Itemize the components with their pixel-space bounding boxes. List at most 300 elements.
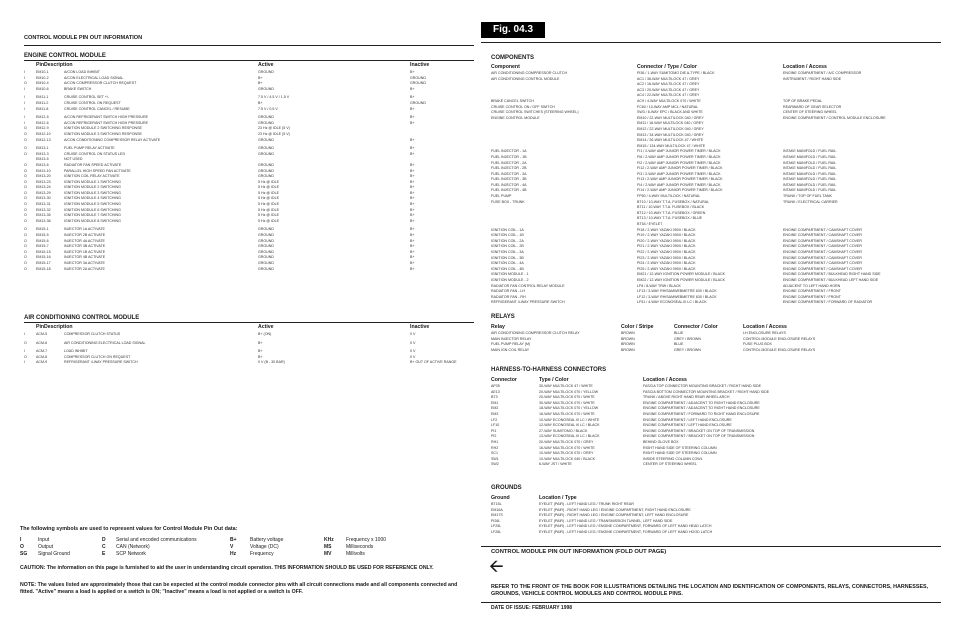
component-name-cell: IGNITION COIL - 1B [491, 233, 524, 238]
pin-io-cell: O [24, 227, 27, 232]
pin-description-cell: IGNITION MODULE 6 SWITCHING [64, 207, 121, 212]
pin-active-cell: B+ [258, 100, 263, 105]
harness-connector-cell: EM1 [491, 400, 499, 405]
component-connector-cell: FI1 / 2-WAY AMP JUNIOR POWER TIMER / BLACK [637, 149, 721, 154]
component-location-cell: ENGINE COMPARTMENT / FRONT [783, 294, 841, 299]
pin-io-cell: I [24, 120, 25, 125]
pin-description-cell: IGNITION COIL RELAY ACTIVATE [64, 174, 120, 179]
pin-description-cell: REFRIGERANT 4-WAY PRESSURE SWITCH [64, 360, 138, 365]
pin-inactive-cell: GROUND [410, 81, 426, 86]
relay-name-cell: MAIN INJECTOR RELAY [491, 336, 532, 341]
harness-location-cell: RIGHT HAND SIDE OF STEERING COLUMN [643, 451, 717, 456]
foldout-rule [481, 546, 941, 547]
harness-connector-cell: PI1 [491, 428, 497, 433]
ecm-table [24, 70, 474, 272]
acm-pin-header: Pin [36, 324, 45, 330]
pin-io-cell: I [24, 115, 25, 120]
component-connector-cell: PI18 / 2-WAY YAZAKI 090II / BLACK [637, 227, 696, 232]
ecm-title: ENGINE CONTROL MODULE [24, 53, 106, 59]
ground-location-cell: EYELET (PAIR) - RIGHT HAND LEG / ENGINE COMPARTMENT, LEFT HAND ENCLOSURE [539, 513, 689, 518]
relay-color-cell: BROWN [621, 331, 635, 335]
component-name-cell: FUEL INJECTOR - 4B [491, 188, 527, 193]
harness-table [491, 384, 941, 468]
component-location-cell: ENGINE COMPARTMENT / CAMSHAFT COVER [783, 266, 863, 271]
component-connector-cell: SW3 / 6-WAY EPC / BLACK AND WHITE [637, 110, 703, 115]
pin-active-cell: GROUND [258, 120, 274, 125]
harness-connector-cell: AP35 [491, 384, 500, 388]
pin-id-cell: EM12-5 [36, 115, 49, 120]
pin-id-cell: ACM-8 [36, 354, 48, 359]
pin-id-cell: EM10-4 [36, 81, 49, 86]
pin-id-cell: ACM-7 [36, 349, 48, 354]
ground-id-cell: PI26L [491, 518, 501, 523]
pin-io-cell: O [24, 207, 27, 212]
component-name-cell: ENGINE CONTROL MODULE [491, 115, 540, 120]
pin-active-cell: GROUND [258, 86, 274, 91]
pin-group [24, 227, 474, 272]
component-connector-cell: LF13 / 3-WAY RH/SAMWEBMETRE 630 / BLACK [637, 289, 717, 294]
pin-id-cell: EM15-1 [36, 227, 49, 232]
legend-intro: The following symbols are used to represent values for Control Module Pin Out data: [20, 526, 238, 532]
pin-id-cell: ACM-5 [36, 332, 48, 336]
pin-active-cell: GROUND [258, 244, 274, 249]
pin-description-cell: A/CON REFRIGERANT SWITCH HIGH PRESSURE [64, 120, 148, 125]
pin-io-cell: O [24, 162, 27, 167]
title-rule [24, 45, 474, 46]
harness-type-cell: 30-WAY MULTILOCK 47 / WHITE [539, 384, 593, 388]
table-row [491, 462, 941, 468]
pin-id-cell: EM15-7 [36, 244, 49, 249]
component-connector-cell: FI2 / 2-WAY AMP JUNIOR POWER TIMER / BLACK [637, 160, 721, 165]
grounds-header-row [491, 494, 941, 502]
grounds-table [491, 502, 941, 536]
pin-description-cell: INJECTOR 4A ACTIVATE [64, 238, 105, 243]
relay-color-cell: BROWN [621, 342, 635, 347]
pin-description-cell: A/CON CONDITIONING COMPRESSOR RELAY ACTIVATE [64, 137, 161, 142]
harness-connector-cell: EM3 [491, 411, 499, 416]
ecm-section [24, 61, 474, 306]
pin-inactive-cell: B+ [410, 174, 415, 179]
note-text: NOTE: The values listed are approximately those that can be expected at the control module connector pins with all circuit connections made and all components connected and fitted. "Active" means a load is applied or a switch is ON; "Inactive" means a load is not applied or a switch is OFF. [20, 582, 458, 595]
component-name-cell: CRUISE CONTROL ON / OFF SWITCH [491, 104, 555, 109]
harness-type-cell: 18-WAY MULTILOCK 070 / YELLOW [539, 406, 599, 411]
component-connector-cell: FI4 / 2-WAY AMP JUNIOR POWER TIMER / BLACK [637, 182, 721, 187]
ground-id-cell: LF26L [491, 529, 502, 534]
pin-description-cell: COMPRESSOR CLUTCH ON REQUEST [64, 354, 131, 359]
pin-id-cell: EM11-1 [36, 95, 49, 100]
pin-inactive-cell: B+ [410, 255, 415, 260]
harness-location-cell: FASCIA BOTTOM CONNECTOR MOUNTING BRACKET / RIGHT HAND SIDE [643, 389, 770, 394]
pin-id-cell: EM12-6 [36, 120, 49, 125]
pin-description-cell: FUEL PUMP RELAY ACTIVATE [64, 146, 115, 151]
pin-description-cell: NOT USED [64, 157, 83, 162]
component-location-cell: TRUNK / ELECTRICAL CARRIER [783, 199, 838, 204]
pin-inactive-cell: 0 V [410, 340, 416, 345]
legend-symbol: MS [324, 544, 332, 550]
component-location-cell: ENGINE COMPARTMENT / BULKHEAD LEFT HAND SIDE [783, 277, 879, 282]
component-location-cell: INSTRUMENT / RIGHT HAND SIDE [783, 76, 842, 81]
pin-io-cell: I [24, 86, 25, 91]
component-name-cell: FUEL INJECTOR - 2B [491, 166, 527, 171]
pin-active-cell: 0 V (B - 30 BAR) [258, 360, 285, 365]
pin-active-cell: GROUND [258, 233, 274, 238]
pin-id-cell: EM13-31 [36, 202, 51, 207]
pin-group [24, 341, 474, 347]
pin-group [24, 95, 474, 112]
pin-active-cell: GROUND [258, 238, 274, 243]
harness-type-cell: 20-WAY MULTILOCK 070 / GREY [539, 439, 594, 444]
relays-relay-header: Relay [491, 324, 505, 330]
pin-io-cell: I [24, 360, 25, 365]
ground-location-cell: EYELET (PAIR) - LEFT HAND LEG / ENGINE COMPARTMENT, FORWARD OF LEFT HAND HOOD LATCH [539, 529, 713, 534]
harness-type-cell: 10-WAY ECONOSEAL III LC / WHITE [539, 417, 600, 422]
pin-description-cell: A/CON COMPRESSOR CLUTCH REQUEST [64, 81, 137, 86]
pin-active-cell: B+ [258, 75, 263, 80]
component-name-cell: FUEL INJECTOR - 3B [491, 177, 527, 182]
legend-symbol: O [20, 544, 24, 550]
component-name-cell: IGNITION COIL - 4A [491, 261, 524, 266]
harness-connector-header: Connector [491, 377, 517, 383]
components-component-header: Component [491, 64, 520, 70]
pin-group [24, 349, 474, 366]
pin-id-cell: EM12-13 [36, 137, 51, 142]
relays-title: RELAYS [491, 314, 515, 320]
pin-io-cell: O [24, 126, 27, 131]
pin-inactive-cell: B+ [410, 95, 415, 100]
ground-id-cell: BT15L [491, 502, 502, 506]
pin-io-cell: O [24, 261, 27, 265]
pin-inactive-cell: B+ [410, 244, 415, 249]
pin-active-cell: GROUND [258, 151, 274, 156]
harness-location-cell: TRUNK / ABOVE RIGHT HAND REAR WHEEL ARCH [643, 395, 730, 400]
pin-io-cell: O [24, 146, 27, 151]
legend-symbol: Hz [230, 551, 237, 557]
component-location-cell: INTAKE MANIFOLD / FUEL RAIL [783, 188, 837, 193]
pin-active-cell: GROUND [258, 261, 274, 265]
ecm-description-header: Description [44, 62, 73, 68]
component-location-cell: ENGINE COMPARTMENT / CAMSHAFT COVER [783, 238, 863, 243]
pin-io-cell: O [24, 244, 27, 249]
pin-id-cell: EM13-35 [36, 213, 51, 218]
harness-location-cell: ENGINE COMPARTMENT / BRACKET ON TOP OF TRANSMISSION [643, 428, 755, 433]
pin-active-cell: 5 Hz @ IDLE [258, 185, 280, 190]
pin-io-cell: I [24, 349, 25, 354]
pin-active-cell: 7.5 V / 0.5 V [258, 106, 278, 111]
pin-io-cell: O [24, 185, 27, 190]
relays-color-header: Color / Stripe [621, 324, 654, 330]
component-name-cell: CRUISE CONTROL SWITCHES (STEERING WHEEL) [491, 110, 579, 115]
component-location-cell: ENGINE COMPARTMENT / CAMSHAFT COVER [783, 250, 863, 254]
pin-id-cell: EM12-10 [36, 131, 51, 136]
component-connector-cell: EM22 / 12-WAY IGNITION POWER MODULE / BLACK [637, 277, 725, 282]
harness-type-cell: 6-WAY JST / WHITE [539, 462, 572, 467]
pin-inactive-cell: 0 V [410, 349, 416, 354]
component-connector-cell: EM21 / 12-WAY IGNITION POWER MODULE / BLACK [637, 272, 725, 277]
pin-io-cell: I [24, 106, 25, 111]
relays-table [491, 331, 941, 353]
pin-io-cell: O [24, 238, 27, 243]
component-location-cell: ENGINE COMPARTMENT / CAMSHAFT COVER [783, 227, 863, 232]
component-connector-cell: EM11 / 16-WAY MULTILOCK 040 / GREY [637, 121, 704, 126]
components-section [491, 63, 941, 306]
pin-io-cell: O [24, 131, 27, 136]
component-connector-cell: AC9 / 4-WAY MULTILOCK 070 / WHITE [637, 98, 701, 103]
component-location-cell: ENGINE COMPARTMENT / CONTROL MODULE ENCLOSURE [783, 115, 886, 120]
pin-active-cell: GROUND [258, 146, 274, 151]
component-connector-cell: BT10 / 10-WAY T.T.A. FUSEBOX / NATURAL [637, 199, 710, 204]
date-of-issue [491, 605, 572, 611]
pin-id-cell: EM13-29 [36, 190, 51, 195]
component-connector-cell: PI20 / 2-WAY YAZAKI 090II / BLACK [637, 238, 696, 243]
components-location-header: Location / Access [783, 64, 827, 70]
component-connector-cell: BT54 / EYELET [637, 222, 663, 227]
pin-active-cell: B+ [258, 354, 263, 359]
harness-location-cell: RIGHT HAND SIDE OF STEERING COLUMN [643, 445, 717, 450]
pin-inactive-cell: B+ [410, 190, 415, 195]
pin-active-cell: B+ [258, 349, 263, 354]
pin-inactive-cell: B+ [410, 185, 415, 190]
pin-id-cell: EM15-6 [36, 238, 49, 243]
legend-table [20, 537, 410, 558]
pin-io-cell: O [24, 151, 27, 156]
pin-description-cell: IGNITION MODULE 3 SWITCHING RESPONSE [64, 131, 142, 136]
date-label: DATE OF ISSUE: [491, 605, 531, 611]
legend-meaning: Voltage (DC) [250, 544, 279, 550]
pin-io-cell: I [24, 332, 25, 336]
acm-description-header: Description [44, 324, 73, 330]
harness-location-cell: INSIDE STEERING COLUMN COWL [643, 456, 703, 461]
pin-id-cell: EM13-1 [36, 146, 49, 151]
table-row [24, 360, 474, 366]
date-value: FEBRUARY 1998 [532, 605, 573, 611]
legend-meaning: Signal Ground [38, 551, 70, 557]
pin-id-cell: EM10-6 [36, 86, 49, 91]
pin-id-cell: EM11-2 [36, 100, 49, 105]
component-connector-cell: BT11 / 10-WAY T.T.A. FUSEBOX / BLACK [637, 205, 705, 210]
component-location-cell: TOP OF BRAKE PEDAL [783, 98, 823, 103]
harness-location-header: Location / Access [643, 377, 687, 383]
legend-meaning: Output [38, 544, 54, 550]
pin-inactive-cell: B+ [410, 168, 415, 173]
pin-description-cell: IGNITION MODULE 1 SWITCHING [64, 179, 121, 184]
component-location-cell: ENGINE COMPARTMENT / CAMSHAFT COVER [783, 261, 863, 266]
component-name-cell: IGNITION COIL - 4B [491, 266, 524, 271]
component-location-cell: INTAKE MANIFOLD / FUEL RAIL [783, 166, 837, 171]
pin-active-cell: GROUND [258, 266, 274, 271]
harness-location-cell: ENGINE COMPARTMENT / FORWARD TO RIGHT HAND ENCLOSURE [643, 411, 760, 416]
legend-symbol: B+ [230, 537, 237, 543]
pin-description-cell: IGNITION MODULE 3 SWITCHING [64, 190, 121, 195]
components-table [491, 71, 941, 306]
pin-active-cell: GROUND [258, 174, 274, 179]
component-connector-cell: BT13 / 10-WAY T.T.A. FUSEBOX / BLUE [637, 216, 702, 221]
pin-description-cell: COMPRESSOR CLUTCH STATUS [64, 332, 121, 336]
component-name-cell: IGNITION COIL - 3A [491, 250, 524, 254]
legend-meaning: SCP Network [116, 551, 146, 557]
pin-description-cell: CRUISE CONTROL CANCEL / RESUME [64, 106, 130, 111]
pin-io-cell: O [24, 179, 27, 184]
pin-description-cell: IGNITION MODULE 4 SWITCHING [64, 196, 121, 201]
pin-description-cell: BRAKE SWITCH [64, 86, 92, 91]
legend-symbol: C [102, 544, 106, 550]
harness-connector-cell: RH2 [491, 445, 499, 450]
harness-connector-cell: LF2 [491, 417, 498, 422]
pin-id-cell: EM13-20 [36, 174, 51, 179]
harness-section [491, 376, 941, 468]
relay-color-cell: BROWN [621, 347, 635, 352]
pin-description-cell: RADIATOR FAN SPEED ACTIVATE [64, 162, 122, 167]
grounds-section [491, 494, 941, 536]
pin-description-cell: PARALLEL HIGH SPEED FAN ACTIVATE [64, 168, 131, 173]
component-name-cell: FUEL INJECTOR - 3A [491, 171, 527, 176]
pin-group [24, 70, 474, 92]
harness-title: HARNESS-TO-HARNESS CONNECTORS [491, 367, 607, 373]
pin-active-cell: GROUND [258, 137, 274, 142]
component-location-cell: ADJACENT TO LEFT HAND HORN [783, 283, 841, 288]
pin-description-cell: INJECTOR 3A ACTIVATE [64, 261, 105, 265]
acm-header-row [24, 323, 474, 332]
harness-location-cell: CENTER OF STEERING WHEEL [643, 462, 697, 467]
component-connector-cell: AC4 / 22-WAY MULTILOCK 47 / GREY [637, 93, 700, 98]
component-name-cell: IGNITION MODULE - 2 [491, 277, 529, 282]
pin-id-cell: EM13-6 [36, 162, 49, 167]
pin-io-cell: O [24, 137, 27, 142]
component-name-cell: FUEL INJECTOR - 1B [491, 154, 527, 159]
pin-description-cell: INJECTOR 1B ACTIVATE [64, 249, 106, 254]
legend-meaning: Input [38, 537, 50, 543]
component-connector-cell: LF51 / 4-WAY ECONOSEAL III LC / BLACK [637, 300, 707, 305]
pin-description-cell: CRUISE CONTROL ON REQUEST [64, 100, 121, 105]
component-name-cell: FUEL PUMP [491, 194, 512, 199]
component-location-cell: REARWARD OF GEAR SELECTOR [783, 104, 842, 109]
pin-description-cell: A/CON REFRIGERANT SWITCH HIGH PRESSURE [64, 115, 148, 120]
table-row [24, 219, 474, 225]
pin-active-cell: 23 Hz @ IDLE (5 V) [258, 131, 290, 136]
pin-id-cell: EM10-2 [36, 75, 49, 80]
ground-location-cell: EYELET (PAIR) - RIGHT HAND LEG / ENGINE COMPARTMENT, RIGHT HAND ENCLOSURE [539, 507, 691, 512]
pin-io-cell: O [24, 249, 27, 254]
component-connector-cell: AC3 / 20-WAY MULTILOCK 47 / GREY [637, 87, 700, 92]
harness-connector-cell: SW2 [491, 462, 499, 467]
component-name-cell: REFRIGERANT 4-WAY PRESSURE SWITCH [491, 300, 565, 305]
component-name-cell: RADIATOR FAN - LH [491, 289, 526, 294]
relays-header-row [491, 323, 941, 331]
component-location-cell: ENGINE COMPARTMENT / CAMSHAFT COVER [783, 244, 863, 249]
harness-connector-cell: SC1 [491, 451, 498, 456]
pin-id-cell: EM15-17 [36, 261, 51, 265]
pin-inactive-cell: B+ [410, 179, 415, 184]
table-row [24, 267, 474, 273]
relay-location-cell: LH ENCLOSURE RELAYS [743, 331, 786, 335]
component-connector-cell: PI25 / 2-WAY YAZAKI 090II / BLACK [637, 266, 696, 271]
ground-id-cell: EM17S [491, 513, 503, 518]
component-location-cell: ENGINE COMPARTMENT / CAMSHAFT COVER [783, 255, 863, 260]
component-name-cell: AIR CONDITIONING COMPRESSOR CLUTCH [491, 71, 568, 75]
table-row [491, 348, 941, 354]
ecm-header-row [24, 61, 474, 70]
pin-active-cell: 23 Hz @ IDLE (5 V) [258, 126, 290, 131]
pin-group [24, 115, 474, 143]
component-name-cell: IGNITION COIL - 2B [491, 244, 524, 249]
pin-io-cell: I [24, 75, 25, 80]
relays-connector-header: Connector / Color [674, 324, 718, 330]
pin-inactive-cell: B+ [410, 151, 415, 156]
pin-inactive-cell: GROUND [410, 100, 426, 105]
component-location-cell: ENGINE COMPARTMENT / FORWARD OF RADIATOR [783, 300, 873, 305]
legend-meaning: Frequency x 1000 [346, 537, 387, 543]
pin-id-cell: ACM-6 [36, 340, 48, 345]
component-name-cell: RADIATOR FAN CONTROL RELAY MODULE [491, 283, 565, 288]
pin-id-cell: EM15-15 [36, 249, 51, 254]
pin-io-cell: O [24, 168, 27, 173]
harness-connector-cell: PI2 [491, 434, 497, 439]
component-name-cell: FUEL INJECTOR - 4A [491, 182, 527, 187]
pin-description-cell: LOAD INHIBIT [64, 349, 88, 354]
harness-location-cell: ENGINE COMPARTMENT / ADJACENT TO RIGHT HAND ENCLOSURE [643, 406, 760, 411]
legend-row [20, 551, 410, 558]
acm-active-header: Active [258, 324, 274, 330]
pin-inactive-cell: 0 V [410, 332, 416, 336]
harness-location-cell: ENGINE COMPARTMENT / LEFT HAND ENCLOSURE [643, 423, 732, 428]
relay-connector-cell: GREY / BROWN [674, 336, 701, 341]
legend-symbol: E [102, 551, 106, 557]
legend-meaning: Serial and encoded communications [116, 537, 197, 543]
fig-label: Fig. 04.3 [481, 22, 545, 38]
acm-table [24, 332, 474, 366]
pin-id-cell: EM13-3 [36, 151, 49, 156]
harness-location-cell: FASCIA TOP CONNECTOR MOUNTING BRACKET / RIGHT HAND SIDE [643, 384, 762, 388]
pin-io-cell: O [24, 218, 27, 223]
pin-description-cell: A/CON LOAD INHIBIT [64, 70, 100, 74]
pin-io-cell: O [24, 174, 27, 179]
pin-inactive-cell: B+ [410, 266, 415, 271]
relays-section [491, 323, 941, 353]
pin-active-cell: GROUND [258, 70, 274, 74]
component-location-cell: INTAKE MANIFOLD / FUEL RAIL [783, 154, 837, 159]
pin-group [24, 146, 474, 224]
pin-inactive-cell: B+ [410, 202, 415, 207]
pin-description-cell: CRUISE CONTROL SET +/- [64, 95, 110, 100]
pin-description-cell: CRUISE CONTROL ON STATUS LED [64, 151, 126, 156]
pin-inactive-cell: B+ [410, 70, 415, 74]
pin-description-cell: IGNITION MODULE 7 SWITCHING [64, 213, 121, 218]
relay-location-cell: FUSE PLUG BOX [743, 342, 772, 347]
pin-description-cell: IGNITION MODULE 8 SWITCHING [64, 218, 121, 223]
component-name-cell: FUSE BOX - TRUNK [491, 199, 525, 204]
ground-location-cell: EYELET (PAIR) - LEFT HAND LEG / ENGINE COMPARTMENT, FORWARD OF LEFT HAND HEAD LATCH [539, 524, 712, 529]
pin-inactive-cell: B+ [410, 146, 415, 151]
harness-type-cell: 10-WAY MULTILOCK 070 / GREY [539, 451, 594, 456]
pin-id-cell: EM13-23 [36, 179, 51, 184]
component-connector-cell: PI36 / 1-WAY SUMITOMO DIE A-TYPE / BLACK [637, 71, 715, 75]
pin-description-cell: AIR CONDITIONING ELECTRICAL LOAD SIGNAL [64, 340, 146, 345]
component-name-cell: IGNITION COIL - 1A [491, 227, 524, 232]
pin-io-cell: O [24, 233, 27, 238]
harness-location-cell: BEHIND GLOVE BOX [643, 439, 679, 444]
component-connector-cell: PI24 / 2-WAY YAZAKI 090II / BLACK [637, 261, 696, 266]
component-connector-cell: EM15 / 134-WAY MULTILOCK 47 / WHITE [637, 143, 706, 148]
pin-id-cell: EM13-36 [36, 218, 51, 223]
component-location-cell: INTAKE MANIFOLD / FUEL RAIL [783, 160, 837, 165]
pin-active-cell: B+ [258, 340, 263, 345]
component-connector-cell: EM10 / 22-WAY MULTILOCK 040 / GREY [637, 115, 704, 120]
component-connector-cell: FC60 / 10-WAY AMP MCL / NATURAL [637, 104, 699, 109]
component-connector-cell: EM12 / 22-WAY MULTILOCK 040 / GREY [637, 126, 704, 131]
legend-row [20, 537, 410, 544]
date-rule [481, 602, 941, 603]
pin-io-cell: O [24, 255, 27, 260]
pin-active-cell: 5 Hz @ IDLE [258, 218, 280, 223]
